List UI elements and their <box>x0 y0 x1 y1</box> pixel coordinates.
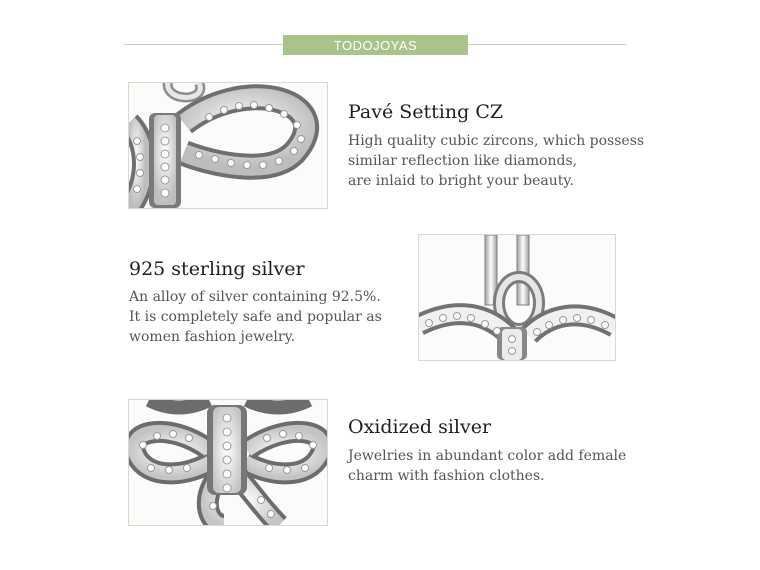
header-rule-left <box>124 44 283 45</box>
feature-title-oxidized: Oxidized silver <box>348 416 492 438</box>
description-line: It is completely safe and popular as <box>129 309 382 325</box>
description-line: An alloy of silver containing 92.5%. <box>129 289 381 305</box>
bail-ring-closeup-image <box>418 234 616 361</box>
description-line: charm with fashion clothes. <box>348 468 545 484</box>
bow-pendant-closeup-image <box>128 82 328 209</box>
description-line: are inlaid to bright your beauty. <box>348 173 574 189</box>
description-line: High quality cubic zircons, which possess <box>348 133 645 149</box>
feature-title-silver: 925 sterling silver <box>129 258 305 280</box>
feature-description-silver <box>129 287 382 347</box>
feature-title-pave: Pavé Setting CZ <box>348 101 504 123</box>
feature-description-pave <box>348 131 644 191</box>
header-rule-right <box>468 44 626 45</box>
description-line: Jewelries in abundant color add female <box>348 448 627 464</box>
bow-knot-closeup-image <box>128 399 328 526</box>
description-line: women fashion jewelry. <box>129 329 296 345</box>
description-line: similar reflection like diamonds, <box>348 153 578 169</box>
feature-description-oxidized <box>348 446 626 486</box>
brand-label: TODOJOYAS <box>283 35 468 55</box>
